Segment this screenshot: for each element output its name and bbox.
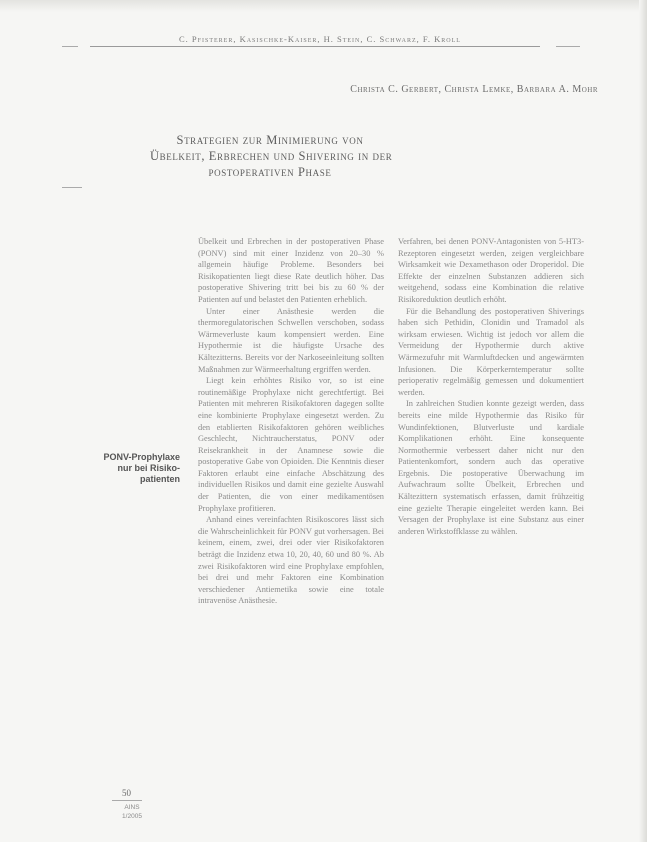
- margin-note-line: nur bei Risiko-: [117, 463, 180, 473]
- margin-note-line: patienten: [139, 474, 180, 484]
- paragraph: Anhand eines vereinfachten Risikoscores lässt sich die Wahrscheinlichkeit für PONV gut vorhersagen. Bei keinem, einem, zwei, drei oder vier Risikofaktoren beträgt die Inzidenz etwa 10, 20, 40, 60 und 80 %. Ab zwei Risikofaktoren wird eine Prophylaxe empfohlen, bei drei und mehr Faktoren eine Kombination verschiedener Antiemetika sowie eine totale intravenöse Anästhesie.: [198, 515, 384, 606]
- header-rule: [90, 46, 540, 47]
- article-title: [150, 132, 393, 180]
- body-column-right: [398, 236, 584, 537]
- page-number: 50: [122, 788, 131, 798]
- title-line: Übelkeit, Erbrechen und Shivering in der: [150, 149, 393, 163]
- paragraph: Für die Behandlung des postoperativen Shiverings haben sich Pethidin, Clonidin und Tramadol als wirksam erwiesen. Wichtig ist jedoch vor allem die Vermeidung der Hypothermie durch aktive Wärmezufuhr mit Warmluftdecken und angewärmten Infusionen. Die Körperkerntemperatur sollte perioperativ regelmäßig gemessen und dokumentiert werden.: [398, 306, 584, 397]
- body-column-left: [198, 236, 384, 607]
- paragraph: Liegt kein erhöhtes Risiko vor, so ist eine routinemäßige Prophylaxe nicht gerechtfertigt. Bei Patienten mit mehreren Risikofaktoren dagegen sollte eine kombinierte Prophylaxe eingesetzt werden. Zu den etablierten Risikofaktoren gehören weibliches Geschlecht, Nichtraucherstatus, PONV oder Reisekrankheit in der Anamnese sowie die postoperative Gabe von Opioiden. Die Kenntnis dieser Faktoren erlaubt eine einfache Abschätzung des individuellen Risikos und damit eine gezielte Auswahl der Patienten, die von einer medikamentösen Prophylaxe profitieren.: [198, 376, 384, 513]
- paragraph: Übelkeit und Erbrechen in der postoperativen Phase (PONV) sind mit einer Inzidenz von 20–30 % allgemein häufige Probleme. Besonders bei Risikopatienten liegt diese Rate deutlich höher. Das postoperative Shivering tritt bei bis zu 60 % der Patienten auf und belastet den Patienten erheblich.: [198, 237, 384, 304]
- journal-meta-line: 1/2005: [122, 813, 142, 820]
- paragraph: Verfahren, bei denen PONV-Antagonisten von 5-HT3-Rezeptoren eingesetzt werden, zeigen vergleichbare Wirksamkeit wie Dexamethason oder Droperidol. Die Effekte der einzelnen Substanzen addieren sich weitgehend, sodass eine Kombination die relative Risikoreduktion deutlich erhöht.: [398, 237, 584, 304]
- title-line: postoperativen Phase: [208, 165, 332, 179]
- article-authors: Christa C. Gerbert, Christa Lemke, Barbara A. Mohr: [350, 84, 598, 95]
- footer-rule: [112, 800, 142, 801]
- journal-meta-line: AINS: [124, 804, 140, 811]
- title-line: Strategien zur Minimierung von: [176, 133, 364, 147]
- paragraph: Unter einer Anästhesie werden die thermoregulatorischen Schwellen verschoben, sodass Wärmeverluste kaum kompensiert werden. Eine Hypothermie ist die häufigste Ursache des Kältezitterns. Bereits vor der Narkoseeinleitung sollten Maßnahmen zur Wärmeerhaltung ergriffen werden.: [198, 306, 384, 374]
- journal-meta: [112, 803, 152, 821]
- header-rule-right: [556, 46, 580, 47]
- scan-shadow-right: [639, 0, 647, 842]
- margin-note: [88, 452, 180, 485]
- margin-note-line: PONV-Prophylaxe: [103, 452, 180, 462]
- scan-shadow-top: [0, 0, 647, 12]
- header-rule-left: [62, 46, 78, 47]
- paragraph: In zahlreichen Studien konnte gezeigt werden, dass bereits eine milde Hypothermie das Risiko für Wundinfektionen, Blutverluste und kardiale Komplikationen erhöht. Eine konsequente Normothermie verbessert daher nicht nur den Patientenkomfort, sondern auch das operative Ergebnis. Die postoperative Überwachung im Aufwachraum sollte Übelkeit, Erbrechen und Kältezittern systematisch erfassen, damit frühzeitig eine gezielte Therapie eingeleitet werden kann. Bei Versagen der Prophylaxe ist eine Substanz aus einer anderen Wirkstoffklasse zu wählen.: [398, 399, 584, 536]
- running-head: C. Pfisterer, Kasischke-Kaiser, H. Stein, C. Schwarz, F. Kroll: [179, 34, 461, 44]
- title-rule-mark: [62, 187, 82, 188]
